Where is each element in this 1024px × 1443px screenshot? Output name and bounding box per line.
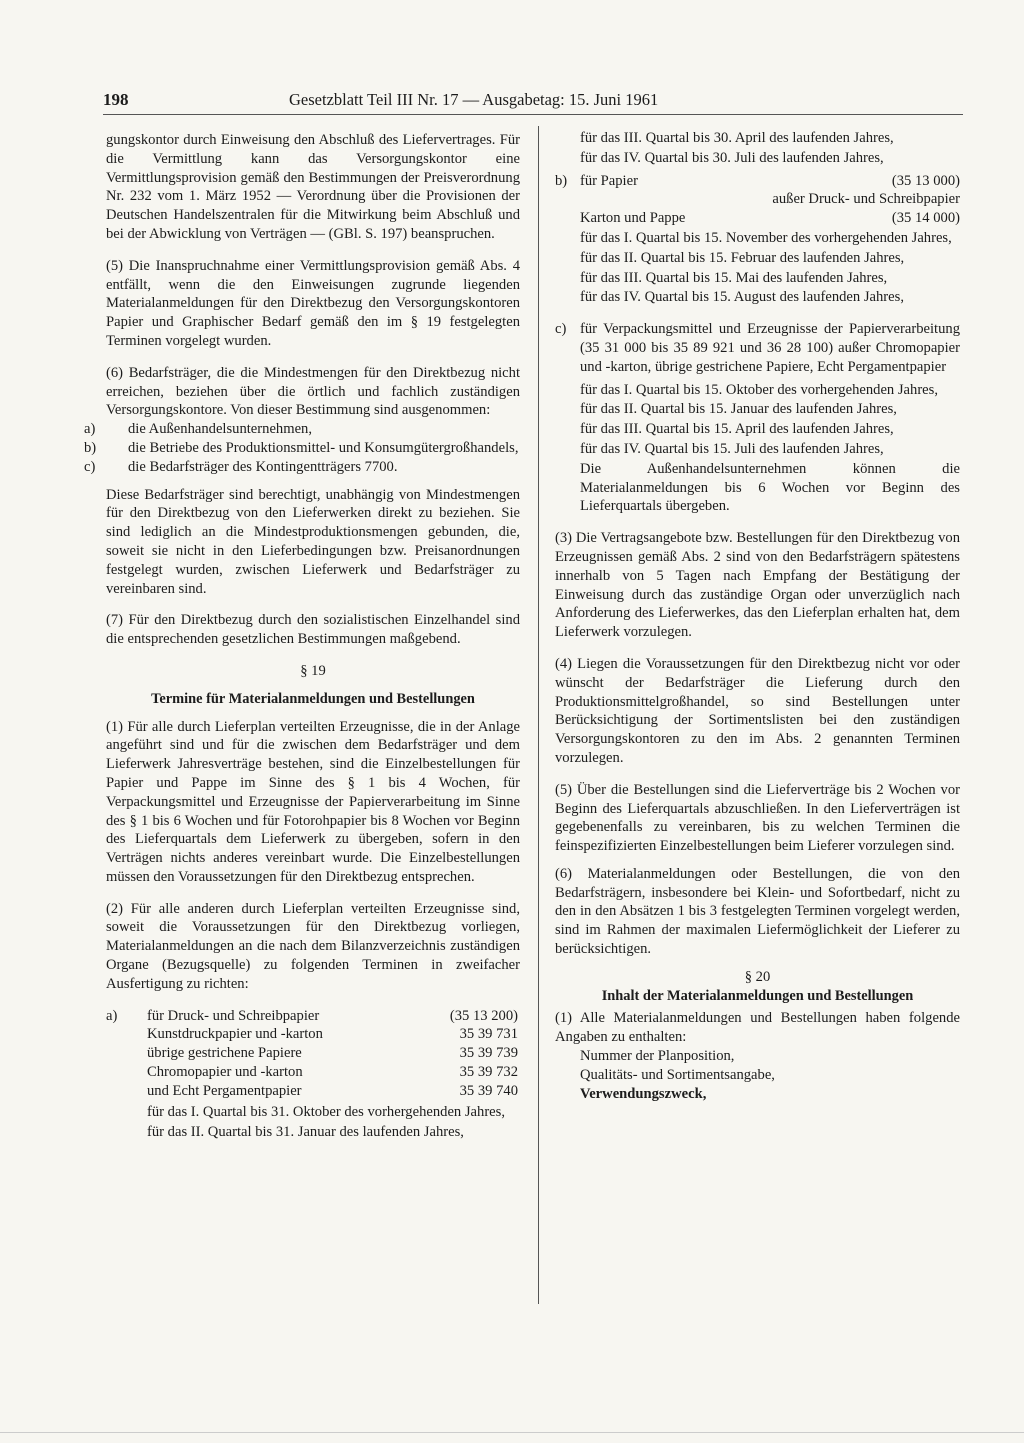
section-20-paragraph-1: (1) Alle Materialanmeldungen und Bestellungen haben folgende Angaben zu enthalten: bbox=[555, 1010, 960, 1046]
paragraph-3: (3) Die Vertragsangebote bzw. Bestellungen für den Direktbezug von Erzeugnissen gemäß Abs. 2 sind von den Bedarfsträgern spätestens innerhalb von 5 Tagen nach Empfang der Bestätigung der Einweisung durch das zuständige Organ oder unverzüglich nach Anforderung des Lieferwerkes, das den Lieferplan erhalten hat, dem Lieferwerk vorzulegen. bbox=[555, 530, 960, 641]
item-a-quarter-1: für das I. Quartal bis 31. Oktober des vorhergehenden Jahres, bbox=[147, 1103, 505, 1120]
item-a-label: a) bbox=[106, 1007, 118, 1024]
item-c-quarter-4: für das IV. Quartal bis 15. Juli des laufenden Jahres, bbox=[580, 440, 884, 457]
item-c-quarter-2: für das II. Quartal bis 15. Januar des laufenden Jahres, bbox=[580, 401, 897, 418]
item-b-label: b) bbox=[555, 172, 568, 189]
section-20-title: Inhalt der Materialanmeldungen und Bestellungen bbox=[601, 987, 914, 1004]
section-19-number: § 19 bbox=[300, 662, 326, 679]
paragraph-6: (6) Bedarfsträger, die die Mindestmengen für den Direktbezug nicht erreichen, beziehen über die örtlich und fachlich zuständigen Versorgungskontore. Von dieser Bestimmung sind ausgenommen: bbox=[106, 364, 520, 419]
list-item: Nummer der Planposition, bbox=[580, 1048, 735, 1065]
paragraph-4: (4) Liegen die Voraussetzungen für den Direktbezug nicht vor oder wünscht der Bedarfsträger die Lieferung durch den Produktionsmittelgroßhandel, so sind Bestellungen unter Berücksichtigung der Sortimentslisten bei den zuständigen Versorgungskontoren zu den im Abs. 2 genannten Terminen vorzulegen. bbox=[555, 655, 960, 766]
item-a-row bbox=[106, 1007, 520, 1026]
item-a-code: (35 13 200) bbox=[449, 1007, 518, 1024]
item-a-quarter-3: für das III. Quartal bis 30. April des laufenden Jahres, bbox=[580, 130, 894, 146]
item-b-quarter-1: für das I. Quartal bis 15. November des vorhergehenden Jahres, bbox=[580, 229, 952, 246]
paragraph-5-right: (5) Über die Bestellungen sind die Lieferverträge bis 2 Wochen vor Beginn des Lieferquartals abzuschließen. In den Lieferverträgen ist gegebenenfalls zu vereinbaren, bis zu welchen Terminen die feinspezifizierten Einzelbestellungen beim Lieferer vorzulegen sind. bbox=[555, 781, 960, 855]
exemption-list bbox=[84, 420, 520, 476]
column-divider bbox=[538, 126, 539, 1304]
item-a-quarter-2: für das II. Quartal bis 31. Januar des laufenden Jahres, bbox=[147, 1124, 464, 1141]
paragraph-6-right: (6) Materialanmeldungen oder Bestellungen, die von den Bedarfsträgern, insbesondere bei Klein- und Sofortbedarf, nicht zu den in den Absätzen 1 bis 3 festgelegten Terminen vorgelegt werden, sind im Rahmen der maximalen Liefermöglichkeit der Lieferer zu berücksichtigen. bbox=[555, 865, 960, 958]
section-19-paragraph-1: (1) Für alle durch Lieferplan verteilten Erzeugnisse, die in der Anlage angeführt sind und für die zwischen dem Bedarfsträger und dem Lieferwerk Jahresverträge bestehen, sind die Einzelbestellungen für Papier und Pappe im Sinne des § 1 bis 4 Wochen, für Verpackungsmittel und Erzeugnisse der Papierverarbeitung im Sinne des § 1 bis 6 Wochen und für Fotorohpapier bis 8 Wochen vor Beginn des Lieferquartals dem Lieferwerk zu übergeben, sofern in den Verträgen nichts anderes vereinbart wurde. Die Einzelbestellungen müssen den Voraussetzungen für den Direktbezug entsprechen. bbox=[106, 718, 520, 885]
item-a-row: und Echt Pergamentpapier 35 39 740 bbox=[147, 1082, 518, 1099]
list-item: c) die Bedarfsträger des Kontingentträgers 7700. bbox=[84, 458, 398, 475]
item-b-text: für Papier bbox=[580, 172, 638, 189]
item-b-except: außer Druck- und Schreibpapier bbox=[772, 191, 960, 208]
item-b-row bbox=[555, 172, 960, 191]
section-19-title: Termine für Materialanmeldungen und Bestellungen bbox=[151, 690, 475, 707]
item-a-row: Chromopapier und -karton 35 39 732 bbox=[147, 1064, 518, 1081]
list-item: b) die Betriebe des Produktionsmittel- und Konsumgütergroßhandels, bbox=[84, 439, 519, 456]
item-b-quarter-2: für das II. Quartal bis 15. Februar des laufenden Jahres, bbox=[580, 249, 905, 266]
left-column bbox=[84, 131, 520, 1142]
right-column bbox=[555, 128, 960, 1103]
paragraph-continuation: gungskontor durch Einweisung den Abschluß des Liefervertrages. Für die Vermittlung kann das Versorgungskontor eine Vermittlungsprovision gemäß den Bestimmungen der Preisverordnung Nr. 232 vom 1. März 1952 — Verordnung über die Provisionen der Deutschen Handelszentralen für die Mitwirkung beim Abschluß und bei der Abwicklung von Verträgen — (GBl. S. 197) beanspruchen. bbox=[106, 132, 520, 242]
paragraph-6b: Diese Bedarfsträger sind berechtigt, unabhängig von Mindestmengen für den Direktbezug von den Lieferwerken direkt zu beziehen. Sie sind lediglich an die Mindestproduktionsmengen gebunden, die, soweit sie nicht in den Lieferbedingungen bzw. Preisanordnungen festgelegt wurden, zwischen Lieferwerk und Bedarfsträger zu vereinbaren sind. bbox=[106, 486, 520, 597]
header-rule bbox=[103, 114, 963, 115]
page-number: 198 bbox=[103, 90, 129, 109]
item-a-quarter-4: für das IV. Quartal bis 30. Juli des laufenden Jahres, bbox=[580, 149, 884, 166]
list-item: Qualitäts- und Sortimentsangabe, bbox=[580, 1066, 775, 1083]
page-bottom-edge bbox=[0, 1432, 1024, 1433]
section-20-list bbox=[555, 1047, 960, 1103]
paragraph-5: (5) Die Inanspruchnahme einer Vermittlungsprovision gemäß Abs. 4 entfällt, wenn die den Einweisungen zugrunde liegenden Materialanmeldungen für den Direktbezug den Versorgungskontoren Papier und Graphischer Bedarf gemäß den im § 19 festgelegten Terminen vorgelegt wurden. bbox=[106, 257, 520, 349]
item-a-row: übrige gestrichene Papiere 35 39 739 bbox=[147, 1045, 518, 1062]
item-b-code: (35 13 000) bbox=[891, 172, 960, 189]
item-a-text: für Druck- und Schreibpapier bbox=[147, 1007, 320, 1024]
list-item: a) die Außenhandelsunternehmen, bbox=[84, 421, 312, 438]
item-c-quarter-1: für das I. Quartal bis 15. Oktober des vorhergehenden Jahres, bbox=[580, 381, 938, 398]
item-c-label: c) bbox=[555, 321, 567, 338]
item-b-quarter-4: für das IV. Quartal bis 15. August des laufenden Jahres, bbox=[580, 289, 904, 306]
page-header bbox=[103, 90, 963, 112]
item-c-note: Die Außenhandelsunternehmen können die Materialanmeldungen bis 6 Wochen vor Beginn des Lieferquartals übergeben. bbox=[580, 460, 960, 515]
item-b-quarter-3: für das III. Quartal bis 15. Mai des laufenden Jahres, bbox=[580, 269, 888, 286]
section-19-paragraph-2: (2) Für alle anderen durch Lieferplan verteilten Erzeugnisse sind, soweit die Voraussetzungen für den Direktbezug vorliegen, Materialanmeldungen an die nach dem Bilanzverzeichnis zuständigen Organe (Bezugsquelle) zu folgenden Terminen in zweifacher Ausfertigung zu richten: bbox=[106, 900, 520, 992]
item-a-row: Kunstdruckpapier und -karton 35 39 731 bbox=[147, 1026, 518, 1043]
item-c-quarter-3: für das III. Quartal bis 15. April des laufenden Jahres, bbox=[580, 421, 894, 438]
item-c: c) für Verpackungsmittel und Erzeugnisse der Papierverarbeitung (35 31 000 bis 35 89 921 und 36 28 100) außer Chromopapier und -karton, übrige gestrichene Papiere, Echt Pergamentpapier bbox=[555, 321, 960, 375]
section-20-number: § 20 bbox=[744, 968, 771, 985]
list-item: Verwendungszweck, bbox=[580, 1085, 707, 1102]
running-title: Gesetzblatt Teil III Nr. 17 — Ausgabetag: 15. Juni 1961 bbox=[289, 90, 659, 109]
item-a-block bbox=[106, 1007, 520, 1143]
item-b-karton-row: Karton und Pappe (35 14 000) bbox=[580, 210, 960, 227]
paragraph-7: (7) Für den Direktbezug durch den sozialistischen Einzelhandel sind die entsprechenden gesetzlichen Bestimmungen maßgebend. bbox=[106, 612, 520, 648]
